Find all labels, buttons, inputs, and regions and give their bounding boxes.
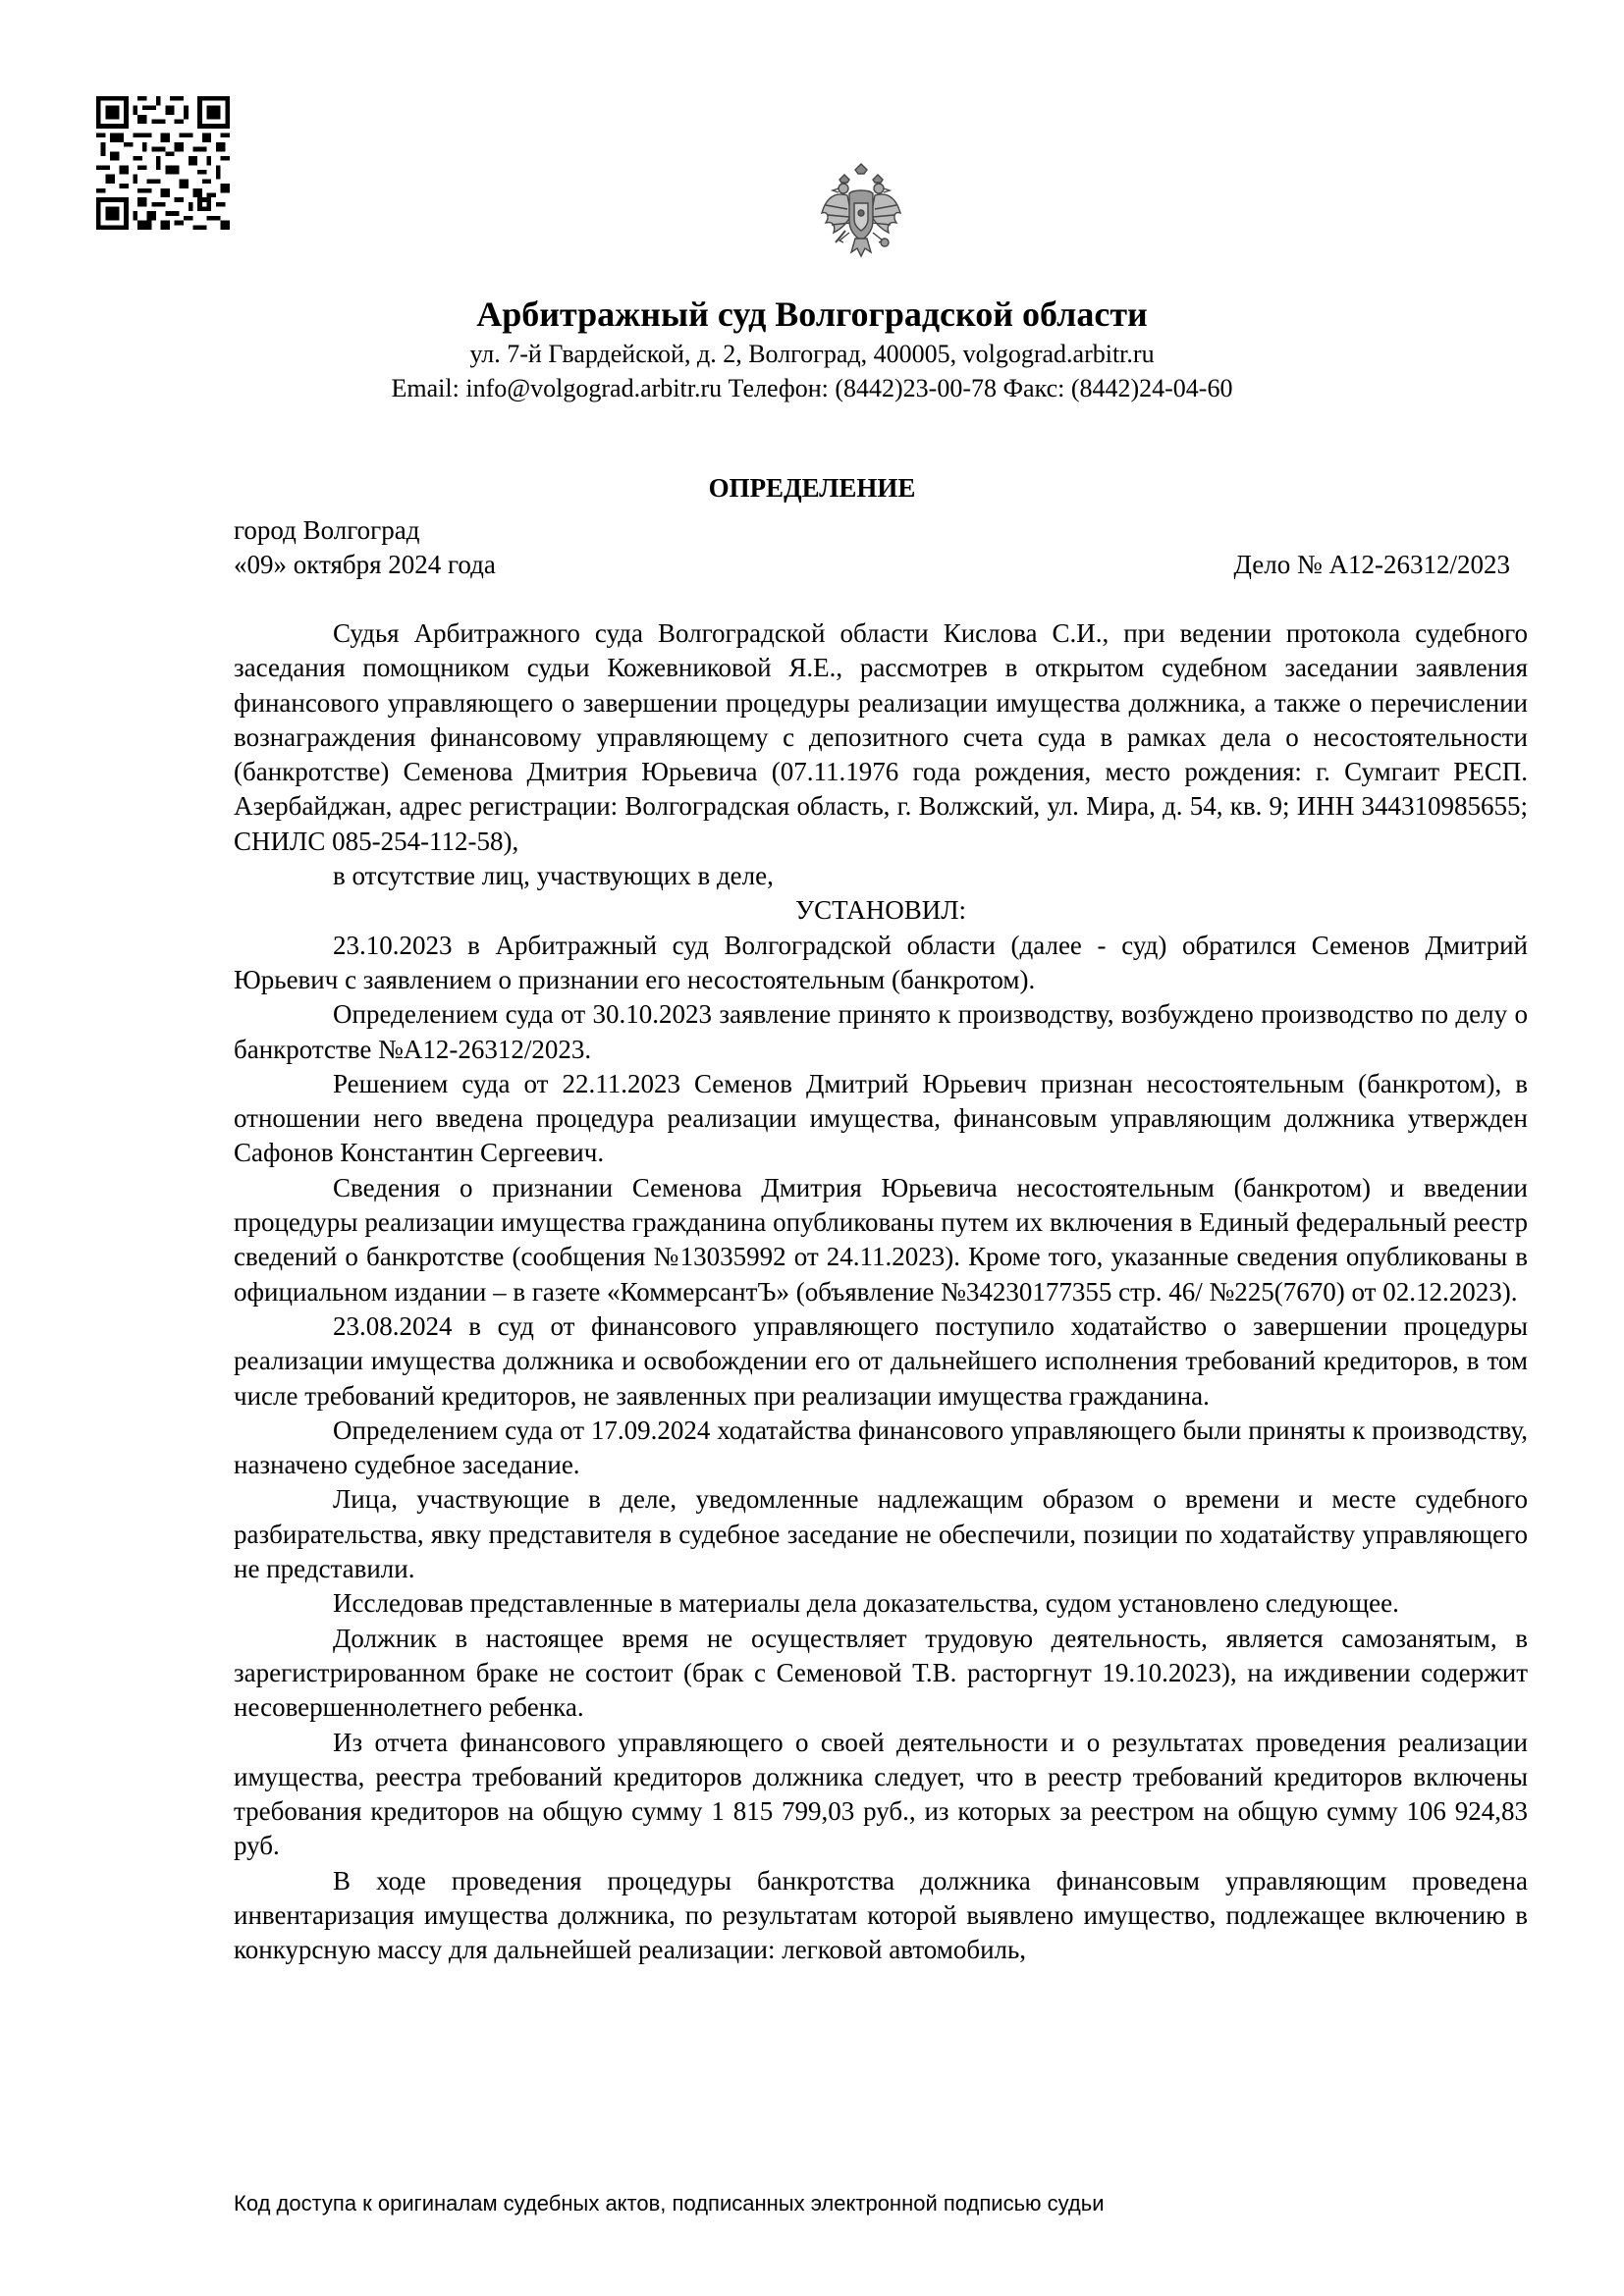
paragraph: 23.10.2023 в Арбитражный суд Волгоградской области (далее - суд) обратился Семенов Дмитрий Юрьевич с заявлением о признании его несостоятельным (банкротом).: [234, 930, 1528, 994]
document-body: [234, 616, 1528, 1968]
document-date: «09» октября 2024 года: [234, 550, 496, 579]
document-title: ОПРЕДЕЛЕНИЕ: [708, 473, 916, 503]
court-header: [0, 292, 1624, 405]
city-row: [234, 513, 1510, 548]
paragraph: Должник в настоящее время не осуществляет трудовую деятельность, является самозанятым, в зарегистрированном браке не состоит (брак с Семеновой Т.В. расторгнут 19.10.2023), на иждивении содержит несовершеннолетнего ребенка.: [234, 1623, 1528, 1723]
court-contacts: Email: info@volgograd.arbitr.ru Телефон: (8442)23-00-78 Факс: (8442)24-04-60: [391, 374, 1233, 402]
date-row: [234, 548, 1510, 582]
coat-of-arms-icon: [818, 162, 904, 260]
paragraph: Исследовав представленные в материалы дела доказательства, судом установлено следующее.: [333, 1588, 1399, 1619]
paragraph: Определением суда от 17.09.2024 ходатайства финансового управляющего были приняты к производству, назначено судебное заседание.: [234, 1415, 1528, 1480]
paragraph: Судья Арбитражного суда Волгоградской области Кислова С.И., при ведении протокола судебного заседания помощником судьи Кожевниковой Я.Е., рассмотрев в открытом судебном заседании заявления финансового управляющего о завершении процедуры реализации имущества должника, а также о перечислении вознаграждения финансовому управляющему с депозитного счета суда в рамках дела о несостоятельности (банкротстве) Семенова Дмитрия Юрьевича (07.11.1976 года рождения, место рождения: г. Сумгаит РЕСП. Азербайджан, адрес регистрации: Волгоградская область, г. Волжский, ул. Мира, д. 54, кв. 9; ИНН 344310985655; СНИЛС 085-254-112-58),: [234, 618, 1528, 856]
court-name: Арбитражный суд Волгоградской области: [476, 294, 1148, 334]
section-heading: УСТАНОВИЛ:: [794, 895, 967, 926]
paragraph: Сведения о признании Семенова Дмитрия Юрьевича несостоятельным (банкротом) и введении процедуры реализации имущества гражданина опубликованы путем их включения в Единый федеральный реестр сведений о банкротстве (сообщения №13035992 от 24.11.2023). Кроме того, указанные сведения опубликованы в официальном издании – в газете «КоммерсантЪ» (объявление №34230177355 стр. 46/ №225(7670) от 02.12.2023).: [234, 1172, 1528, 1307]
court-address: ул. 7-й Гвардейской, д. 2, Волгоград, 400005, volgograd.arbitr.ru: [469, 340, 1155, 368]
paragraph: В ходе проведения процедуры банкротства должника финансовым управляющим проведена инвентаризация имущества должника, по результатам которой выявлено имущество, подлежащее включению в конкурсную массу для дальнейшей реализации: легковой автомобиль,: [234, 1865, 1528, 1965]
paragraph: Решением суда от 22.11.2023 Семенов Дмитрий Юрьевич признан несостоятельным (банкротом), в отношении него введена процедура реализации имущества, финансовым управляющим должника утвержден Сафонов Константин Сергеевич.: [234, 1068, 1528, 1168]
paragraph: Определением суда от 30.10.2023 заявление принято к производству, возбуждено производство по делу о банкротстве №А12-26312/2023.: [234, 999, 1528, 1064]
case-number: Дело № А12-26312/2023: [1233, 550, 1510, 579]
paragraph: Из отчета финансового управляющего о своей деятельности и о результатах проведения реализации имущества, реестра требований кредиторов должника следует, что в реестр требований кредиторов включены требования кредиторов на общую сумму 1 815 799,03 руб., из которых за реестром на общую сумму 106 924,83 руб.: [234, 1727, 1528, 1861]
footer-access-note: Код доступа к оригиналам судебных актов, подписанных электронной подписью судьи: [234, 2191, 1105, 2216]
paragraph: 23.08.2024 в суд от финансового управляющего поступило ходатайство о завершении процедуры реализации имущества должника и освобождении его от дальнейшего исполнения требований кредиторов, в том числе требований кредиторов, не заявленных при реализации имущества гражданина.: [234, 1310, 1528, 1411]
place-date-block: [234, 513, 1510, 582]
qr-code-icon: [96, 96, 230, 230]
paragraph: Лица, участвующие в деле, уведомленные надлежащим образом о времени и месте судебного разбирательства, явку представителя в судебное заседание не обеспечили, позиции по ходатайству управляющего не представили.: [234, 1484, 1528, 1584]
paragraph: в отсутствие лиц, участвующих в деле,: [333, 861, 774, 891]
city: город Волгоград: [234, 515, 420, 545]
